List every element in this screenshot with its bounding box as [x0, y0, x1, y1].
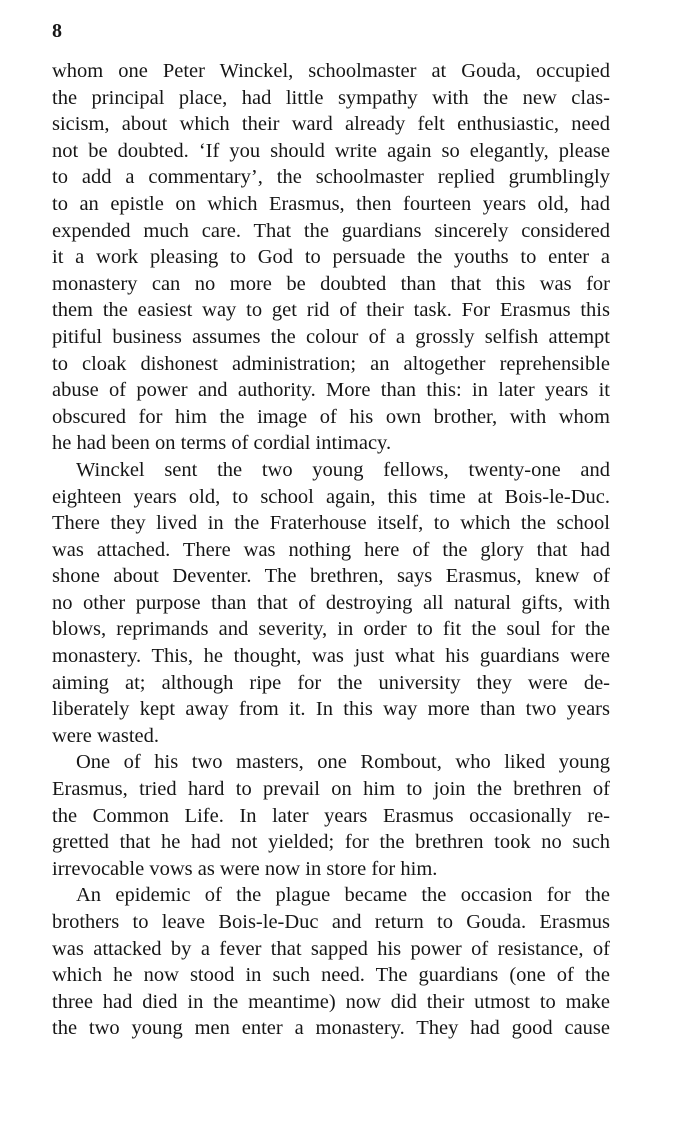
text-line: An epidemic of the plague became the occasion for the	[76, 884, 610, 907]
text-line: were wasted.	[52, 724, 160, 747]
body-text	[52, 58, 610, 1042]
text-line: eighteen years old, to school again, this time at Bois-le-Duc.	[52, 485, 610, 508]
text-line: shone about Deventer. The brethren, says Erasmus, knew of	[52, 565, 610, 588]
text-line: brothers to leave Bois-le-Duc and return to Gouda. Erasmus	[52, 911, 610, 933]
text-line: to cloak dishonest administration; an altogether reprehensible	[52, 352, 610, 375]
text-line: to an epistle on which Erasmus, then fourteen years old, had	[52, 192, 610, 215]
text-line: monastery. This, he thought, was just what his guardians were	[52, 645, 610, 668]
text-line: was attacked by a fever that sapped his power of resistance, of	[52, 937, 610, 960]
paragraph	[52, 457, 610, 750]
paragraph	[52, 58, 610, 457]
text-line: was attached. There was nothing here of the glory that had	[52, 538, 610, 561]
text-line: the two young men enter a monastery. They had good cause	[52, 1017, 610, 1040]
text-line: to add a commentary’, the schoolmaster replied grumblingly	[52, 166, 610, 189]
text-line: expended much care. That the guardians sincerely considered	[52, 219, 610, 242]
text-line: gretted that he had not yielded; for the brethren took no such	[52, 831, 610, 854]
text-line: no other purpose than that of destroying all natural gifts, with	[52, 591, 610, 614]
text-line: them the easiest way to get rid of their task. For Erasmus this	[52, 299, 610, 322]
text-line: three had died in the meantime) now did their utmost to make	[52, 990, 610, 1013]
text-line: There they lived in the Fraterhouse itself, to which the school	[52, 512, 610, 535]
text-line: Winckel sent the two young fellows, twenty-one and	[76, 458, 610, 481]
text-line: monastery can no more be doubted than that this was for	[52, 272, 610, 295]
text-line: the principal place, had little sympathy with the new clas-	[52, 86, 610, 109]
text-line: Erasmus, tried hard to prevail on him to join the brethren of	[52, 778, 610, 801]
text-line: pitiful business assumes the colour of a grossly selfish attempt	[52, 325, 610, 348]
paragraph	[52, 749, 610, 882]
text-line: liberately kept away from it. In this way more than two years	[52, 698, 610, 721]
paragraph	[52, 882, 610, 1042]
text-line: aiming at; although ripe for the university they were de-	[52, 671, 610, 694]
text-line: obscured for him the image of his own brother, with whom	[52, 405, 610, 428]
text-line: abuse of power and authority. More than this: in later years it	[52, 379, 610, 402]
text-line: sicism, about which their ward already felt enthusiastic, need	[52, 113, 610, 136]
text-line: it a work pleasing to God to persuade the youths to enter a	[52, 246, 610, 269]
page-number: 8	[52, 20, 62, 42]
text-line: the Common Life. In later years Erasmus occasionally re-	[52, 804, 610, 827]
text-line: irrevocable vows as were now in store for him.	[52, 857, 438, 880]
text-line: which he now stood in such need. The guardians (one of the	[52, 964, 610, 987]
text-line: One of his two masters, one Rombout, who liked young	[76, 751, 610, 774]
text-line: whom one Peter Winckel, schoolmaster at Gouda, occupied	[52, 60, 610, 82]
text-line: blows, reprimands and severity, in order to fit the soul for the	[52, 618, 610, 641]
text-line: not be doubted. ‘If you should write again so elegantly, please	[52, 139, 610, 162]
text-line: he had been on terms of cordial intimacy.	[52, 432, 392, 455]
